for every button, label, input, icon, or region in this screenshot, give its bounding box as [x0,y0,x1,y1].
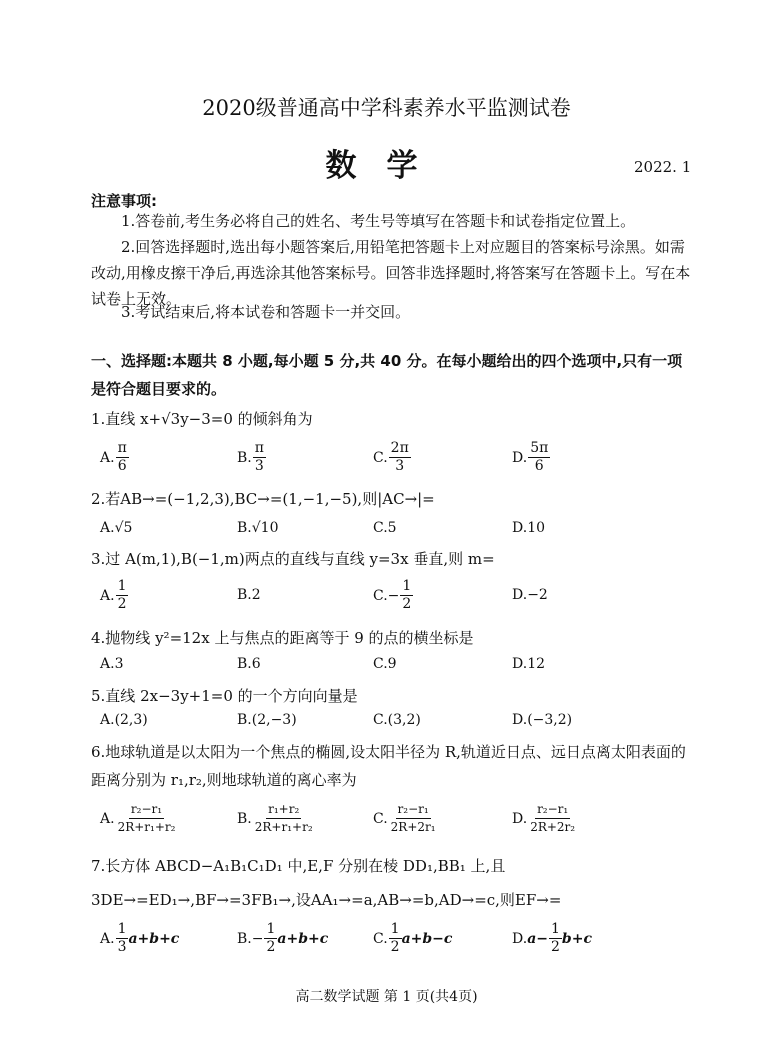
q1-option-a [100,440,129,475]
notice-heading: 注意事项: [91,192,157,210]
q1-option-d-label: D. [512,449,528,466]
q1-option-a-fraction: $\frac{\pi}{6}$ [117,440,127,474]
q6-option-b-fraction: $\frac{\text{r₁+r₂}}{\text{2R+r₁+r₂}}$ [254,802,313,834]
q4-option-b: B. 6 [237,656,261,672]
q1-option-b-fraction: $\frac{\pi}{3}$ [254,440,264,474]
question-5-stem: 5.直线 2x−3y+1=0 的一个方向向量是 [91,687,358,705]
exam-date: 2022. 1 [634,158,692,176]
q7-option-a-fraction: $\frac{1}{3}$ [117,921,127,955]
q5-option-b: B. (2,−3) [237,712,297,728]
section-heading: 一、选择题:本题共 8 小题,每小题 5 分,共 40 分。在每小题给出的四个选项中,只有一项是符合题目要求的。 [91,352,683,398]
q4-option-a: A. 3 [100,656,124,672]
q6-option-a-fraction: $\frac{\text{r₂−r₁}}{\text{2R+r₁+r₂}}$ [117,802,176,834]
notice-item-3: 3.考试结束后,将本试卷和答题卡一并交回。 [121,303,411,321]
q1-option-c-label: C. [373,449,388,466]
question-2-stem: 2.若AB→=(−1,2,3),BC→=(1,−1,−5),则|AC→|= [91,490,435,508]
q4-option-c: C. 9 [373,656,397,672]
q3-option-c-fraction: $\frac{1}{2}$ [402,578,412,612]
q2-option-b: B. √10 [237,520,279,536]
q1-option-a-label: A. [100,449,115,466]
question-3-stem: 3.过 A(m,1),B(−1,m)两点的直线与直线 y=3x 垂直,则 m= [91,550,495,568]
q3-option-b: B. 2 [237,587,261,603]
q6-option-b: B. $\frac{\text{r₁+r₂}}{\text{2R+r₁+r₂}}$ [237,802,313,834]
q7-option-a: A. $\frac{1}{3}$ a+b+c [100,921,180,955]
q7-option-d: D. a− $\frac{1}{2}$ b+c [512,921,592,955]
q2-option-d: D. 10 [512,520,546,536]
q1-option-d [512,440,550,475]
q3-option-a: A. $\frac{1}{2}$ [100,578,127,612]
q3-option-d: D. −2 [512,587,548,603]
q1-option-b-label: B. [237,449,252,466]
subject-title: 数学 [325,148,448,184]
q7-option-d-fraction: $\frac{1}{2}$ [551,921,560,955]
q2-option-a: A. √5 [100,520,133,536]
q2-option-c: C. 5 [373,520,397,536]
q6-option-d: D. $\frac{\text{r₂−r₁}}{\text{2R+2r₂}}$ [512,802,576,834]
q6-option-c: C. $\frac{\text{r₂−r₁}}{\text{2R+2r₁}}$ [373,802,436,834]
q7-option-c: C. $\frac{1}{2}$ a+b−c [373,921,453,955]
q3-option-c: C.− $\frac{1}{2}$ [373,578,412,612]
question-4-stem: 4.抛物线 y²=12x 上与焦点的距离等于 9 的点的横坐标是 [91,629,474,647]
question-7-stem: 7.长方体 ABCD−A₁B₁C₁D₁ 中,E,F 分别在棱 DD₁,BB₁ 上,且 3DE→=ED₁→,BF→=3FB₁→,设AA₁→=a,AB→=b,AD→=c,则EF→= [91,857,562,909]
notice-item-2: 2.回答选择题时,选出每小题答案后,用铅笔把答题卡上对应题目的答案标号涂黑。如需改动,用橡皮擦干净后,再选涂其他答案标号。回答非选择题时,将答案写在答题卡上。写在本试卷上无效。 [91,238,691,308]
exam-title: 2020级普通高中学科素养水平监测试卷 [202,96,571,120]
q5-option-d: D. (−3,2) [512,712,573,728]
q3-option-a-fraction: $\frac{1}{2}$ [117,578,127,612]
notice-item-1: 1.答卷前,考生务必将自己的姓名、考生号等填写在答题卡和试卷指定位置上。 [121,212,636,230]
q4-option-d: D. 12 [512,656,546,672]
q1-option-b [237,440,266,475]
q1-option-d-fraction: $\frac{5\pi}{6}$ [530,440,549,474]
q1-option-c [373,440,411,475]
q7-option-c-fraction: $\frac{1}{2}$ [390,921,400,955]
question-6-stem: 6.地球轨道是以太阳为一个焦点的椭圆,设太阳半径为 R,轨道近日点、远日点离太阳表面的距离分别为 r₁,r₂,则地球轨道的离心率为 [91,743,686,789]
q6-option-d-fraction: $\frac{\text{r₂−r₁}}{\text{2R+2r₂}}$ [530,802,576,834]
q6-option-a: A. $\frac{\text{r₂−r₁}}{\text{2R+r₁+r₂}}$ [100,802,176,834]
q7-option-b: B.− $\frac{1}{2}$ a+b+c [237,921,329,955]
question-1-stem: 1.直线 x+√3y−3=0 的倾斜角为 [91,410,313,428]
q7-option-b-fraction: $\frac{1}{2}$ [266,921,276,955]
q6-option-c-fraction: $\frac{\text{r₂−r₁}}{\text{2R+2r₁}}$ [390,802,436,834]
q1-option-c-fraction: $\frac{2\pi}{3}$ [390,440,409,474]
page-footer: 高二数学试题 第 1 页(共4页) [295,989,478,1005]
q5-option-a: A. (2,3) [100,712,148,728]
q5-option-c: C. (3,2) [373,712,421,728]
